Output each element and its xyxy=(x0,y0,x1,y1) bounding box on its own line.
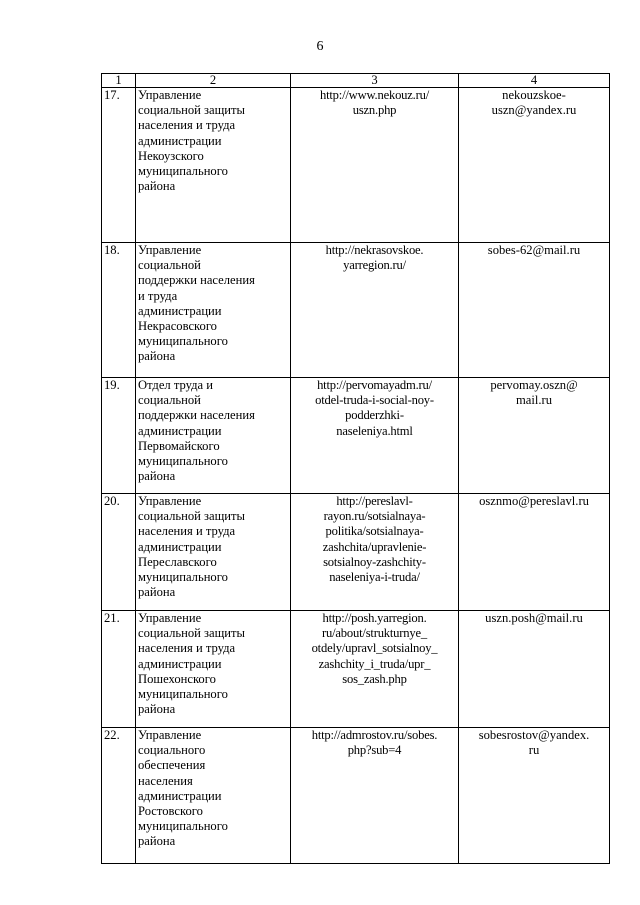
website-url-line: sos_zash.php xyxy=(342,671,407,686)
website-url-line: http://nekrasovskoe. xyxy=(325,243,424,257)
email-address-line: osznmo@pereslavl.ru xyxy=(479,494,589,508)
table-row xyxy=(102,611,610,728)
organization-name-line: социальной xyxy=(138,393,201,408)
organization-name-line: Отдел труда и xyxy=(138,378,214,392)
email-address-line: mail.ru xyxy=(515,393,553,408)
website-url-line: uszn.php xyxy=(352,103,397,118)
table-body xyxy=(102,88,610,864)
organization-name xyxy=(136,494,291,611)
website-url xyxy=(291,88,459,243)
column-header-3: 3 xyxy=(291,74,459,88)
organization-name-line: социальной защиты xyxy=(138,509,245,524)
column-header-1: 1 xyxy=(102,74,136,88)
organization-name-line: социальной xyxy=(138,258,201,273)
email-address xyxy=(459,378,610,494)
website-url-line: ru/about/strukturnye_ xyxy=(322,626,427,641)
table-header-row xyxy=(102,74,610,88)
row-number: 20. xyxy=(102,494,136,611)
organization-name-line: района xyxy=(138,834,176,849)
organization-name-line: муниципального xyxy=(138,334,228,349)
organization-name xyxy=(136,88,291,243)
organization-name-line: населения и труда xyxy=(138,641,236,656)
organization-name xyxy=(136,378,291,494)
website-url-line: http://admrostov.ru/sobes. xyxy=(311,728,438,742)
organization-name-line: администрации xyxy=(138,788,222,803)
organization-name-line: социальной защиты xyxy=(138,626,245,641)
website-url-line: http://pereslavl- xyxy=(336,494,413,508)
organization-name-line: Переславского xyxy=(138,554,217,569)
organization-name-line: района xyxy=(138,179,176,194)
organization-name-line: Управление xyxy=(138,243,202,257)
row-number: 22. xyxy=(102,728,136,864)
website-url xyxy=(291,243,459,378)
organization-name-line: Пошехонского xyxy=(138,671,216,686)
organization-name-line: Ростовского xyxy=(138,804,203,819)
email-address xyxy=(459,88,610,243)
email-address xyxy=(459,611,610,728)
website-url-line: naseleniya.html xyxy=(336,423,413,438)
organization-name-line: муниципального xyxy=(138,687,228,702)
website-url-line: naseleniya-i-truda/ xyxy=(329,570,420,585)
row-number: 19. xyxy=(102,378,136,494)
organization-name-line: поддержки населения xyxy=(138,273,255,288)
organization-name-line: Первомайского xyxy=(138,438,220,453)
organization-name-line: муниципального xyxy=(138,454,228,469)
website-url xyxy=(291,611,459,728)
email-address-line: sobesrostov@yandex. xyxy=(478,728,590,742)
website-url-line: php?sub=4 xyxy=(347,743,402,758)
website-url-line: rayon.ru/sotsialnaya- xyxy=(323,509,426,524)
email-address-line: ru xyxy=(528,743,540,758)
website-url-line: http://pervomayadm.ru/ xyxy=(317,378,432,392)
organization-name-line: Управление xyxy=(138,494,202,508)
table-row xyxy=(102,494,610,611)
table-row xyxy=(102,243,610,378)
table-row xyxy=(102,728,610,864)
website-url-line: http://posh.yarregion. xyxy=(322,611,427,625)
email-address xyxy=(459,728,610,864)
email-address-line: sobes-62@mail.ru xyxy=(487,243,581,257)
organization-name-line: администрации xyxy=(138,133,222,148)
row-number: 18. xyxy=(102,243,136,378)
organization-name-line: администрации xyxy=(138,303,222,318)
column-header-2: 2 xyxy=(136,74,291,88)
organizations-table xyxy=(101,73,610,864)
website-url xyxy=(291,494,459,611)
website-url-line: politika/sotsialnaya- xyxy=(325,524,424,539)
organization-name-line: социального xyxy=(138,743,206,758)
table-row xyxy=(102,378,610,494)
email-address-line: pervomay.oszn@ xyxy=(490,378,578,392)
organization-name-line: муниципального xyxy=(138,570,228,585)
organization-name-line: администрации xyxy=(138,423,222,438)
row-number: 17. xyxy=(102,88,136,243)
website-url-line: podderzhki- xyxy=(345,408,404,423)
email-address-line: uszn.posh@mail.ru xyxy=(485,611,583,625)
organization-name-line: района xyxy=(138,469,176,484)
organization-name-line: Управление xyxy=(138,88,202,102)
organization-name-line: Управление xyxy=(138,611,202,625)
website-url-line: otdel-truda-i-social-noy- xyxy=(315,393,434,408)
organization-name-line: населения и труда xyxy=(138,118,236,133)
organization-name-line: и труда xyxy=(138,288,178,303)
organization-name-line: муниципального xyxy=(138,819,228,834)
website-url xyxy=(291,378,459,494)
website-url-line: sotsialnoy-zashchity- xyxy=(323,554,426,569)
organization-name-line: Некрасовского xyxy=(138,319,217,334)
organization-name-line: Управление xyxy=(138,728,202,742)
organization-name-line: населения и труда xyxy=(138,524,236,539)
email-address-line: nekouzskoe- xyxy=(502,88,566,102)
email-address-line: uszn@yandex.ru xyxy=(491,103,577,118)
organization-name xyxy=(136,243,291,378)
organization-name-line: района xyxy=(138,349,176,364)
organization-name xyxy=(136,611,291,728)
website-url-line: zashchita/upravlenie- xyxy=(322,539,427,554)
website-url-line: otdely/upravl_sotsialnoy_ xyxy=(311,641,438,656)
email-address xyxy=(459,243,610,378)
email-address xyxy=(459,494,610,611)
organization-name xyxy=(136,728,291,864)
column-header-4: 4 xyxy=(459,74,610,88)
organization-name-line: обеспечения xyxy=(138,758,206,773)
organization-name-line: муниципального xyxy=(138,164,228,179)
row-number: 21. xyxy=(102,611,136,728)
website-url xyxy=(291,728,459,864)
organization-name-line: Некоузского xyxy=(138,148,204,163)
table-row xyxy=(102,88,610,243)
organization-name-line: социальной защиты xyxy=(138,103,245,118)
website-url-line: yarregion.ru/ xyxy=(343,258,406,273)
organization-name-line: администрации xyxy=(138,656,222,671)
organization-name-line: населения xyxy=(138,773,193,788)
organization-name-line: района xyxy=(138,702,176,717)
page-number: 6 xyxy=(316,39,324,54)
organization-name-line: поддержки населения xyxy=(138,408,255,423)
organization-name-line: района xyxy=(138,585,176,600)
website-url-line: zashchity_i_truda/upr_ xyxy=(318,656,431,671)
organization-name-line: администрации xyxy=(138,539,222,554)
website-url-line: http://www.nekouz.ru/ xyxy=(319,88,429,102)
